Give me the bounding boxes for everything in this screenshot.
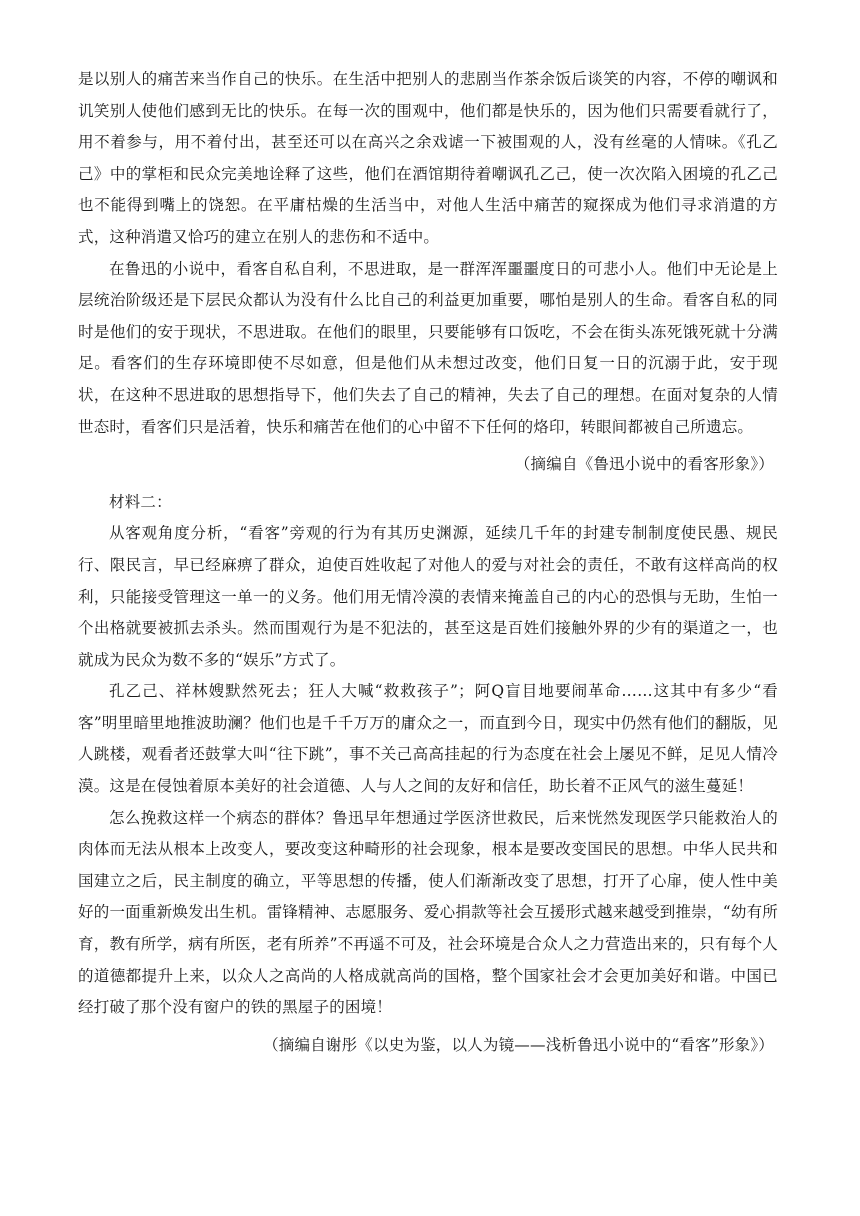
material-two-paragraph-3: 怎么挽救这样一个病态的群体？鲁迅早年想通过学医济世救民，后来恍然发现医学只能救治人的肉体而无法从根本上改变人，要改变这种畸形的社会现象，根本是要改变国民的思想。中华人民共和国建立之后，民主制度的确立，平等思想的传播，使人们渐渐改变了思想，打开了心扉，使人性中美好的一面重新焕发出生机。雷锋精神、志愿服务、爱心捐款等社会互援形式越来越受到推崇，“幼有所育，教有所学，病有所医，老有所养”不再遥不可及，社会环境是合众人之力营造出来的，只有每个人的道德都提升上来，以众人之高尚的人格成就高尚的国格，整个国家社会才会更加美好和谐。中国已经打破了那个没有窗户的铁的黑屋子的困境！ — [78, 808, 778, 1017]
material-one-paragraph-1: 是以别人的痛苦来当作自己的快乐。在生活中把别人的悲剧当作茶余饭后谈笑的内容，不停的嘲讽和讥笑别人使他们感到无比的快乐。在每一次的围观中，他们都是快乐的，因为他们只需要看就行了，用不着参与，用不着付出，甚至还可以在高兴之余戏谑一下被围观的人，没有丝毫的人情味。《孔乙己》中的掌柜和民众完美地诠释了这些，他们在酒馆期待着嘲讽孔乙己，使一次次陷入困境的孔乙己也不能得到嘴上的饶恕。在平庸枯燥的生活当中，对他人生活中痛苦的窥探成为他们寻求消遣的方式，这种消遣又恰巧的建立在别人的悲伤和不适中。 — [78, 70, 778, 246]
material-two-label: 材料二： — [109, 492, 172, 511]
material-two-source: （摘编自谢彤《以史为鉴，以人为镜——浅析鲁迅小说中的“看客”形象》） — [263, 1035, 774, 1054]
material-one-paragraph-2: 在鲁迅的小说中，看客自私自利，不思进取，是一群浑浑噩噩度日的可悲小人。他们中无论是上层统治阶级还是下层民众都认为没有什么比自己的利益更加重要，哪怕是别人的生命。看客自私的同时是他们的安于现状，不思进取。在他们的眼里，只要能够有口饭吃，不会在街头冻死饿死就十分满足。看客们的生存环境即使不尽如意，但是他们从未想过改变，他们日复一日的沉溺于此，安于现状，在这种不思进取的思想指导下，他们失去了自己的精神，失去了自己的理想。在面对复杂的人情世态时，看客们只是活着，快乐和痛苦在他们的心中留不下任何的烙印，转眼间都被自己所遗忘。 — [78, 259, 778, 436]
material-two-paragraph-1: 从客观角度分析，“看客”旁观的行为有其历史渊源，延续几千年的封建专制制度使民愚、规民行、限民言，早已经麻痹了群众，迫使百姓收起了对他人的爱与对社会的责任，不敢有这样高尚的权利，只能接受管理这一单一的义务。他们用无情冷漠的表情来掩盖自己的内心的恐惧与无助，生怕一个出格就要被抓去杀头。然而围观行为是不犯法的，甚至这是百姓们接触外界的少有的渠道之一，也就成为民众为数不多的“娱乐”方式了。 — [78, 524, 778, 669]
material-two-paragraph-2: 孔乙己、祥林嫂默然死去；狂人大喊“救救孩子”；阿Q盲目地要闹革命……这其中有多少“看客”明里暗里地推波助澜？他们也是千千万万的庸众之一，而直到今日，现实中仍然有他们的翻版，见人跳楼，观看者还鼓掌大叫“往下跳”，事不关己高高挂起的行为态度在社会上屡见不鲜，足见人情冷漠。这是在侵蚀着原本美好的社会道德、人与人之间的友好和信任，助长着不正风气的滋生蔓延！ — [78, 682, 778, 796]
material-one-source: （摘编自《鲁迅小说中的看客形象》） — [514, 455, 774, 474]
document-page — [78, 64, 778, 1061]
